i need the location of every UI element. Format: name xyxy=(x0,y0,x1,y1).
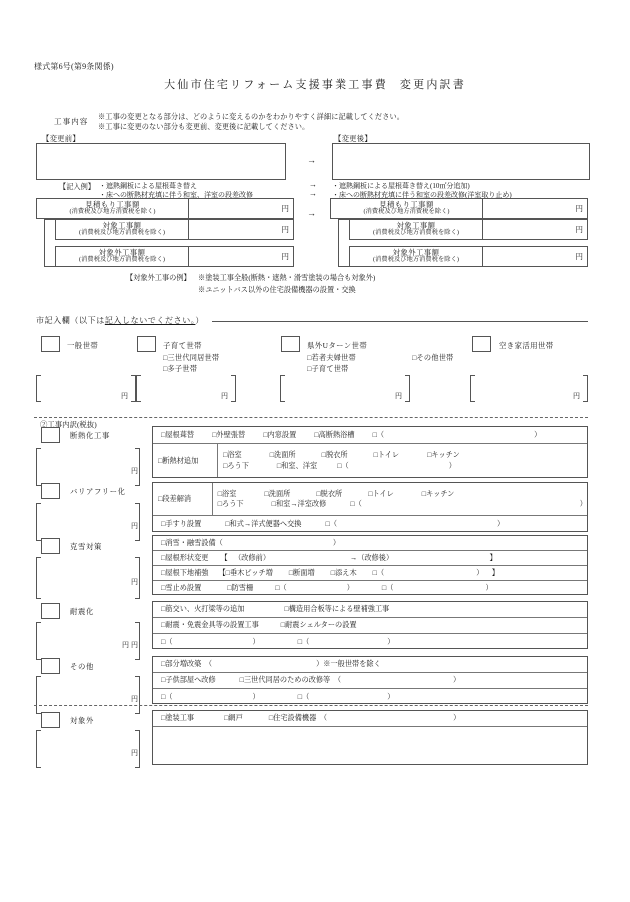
after-estimate-total-row xyxy=(330,198,588,219)
checkbox-line[interactable]: □雪止め設置 □防雪柵 □（ ） □（ ） xyxy=(161,584,493,593)
checkbox-group xyxy=(156,551,587,565)
checkbox-line[interactable]: □塗装工事 □網戸 □住宅設備機器 （ ） xyxy=(161,714,461,723)
category-checkbox-seismic[interactable] xyxy=(41,603,60,619)
after-ineligible-row xyxy=(349,246,588,267)
checkbox-group xyxy=(156,618,587,633)
checkbox-line[interactable]: □屋根形状変更 【 （改修前） →（改修後） 】 xyxy=(161,553,497,562)
category-table-snow xyxy=(152,535,588,595)
table-row xyxy=(153,427,587,444)
checkbox-line[interactable]: □耐震・免震金具等の設置工事 □耐震シェルターの設置 xyxy=(161,621,357,630)
category-label-snow: 克雪対策 xyxy=(70,542,102,551)
checkbox-group xyxy=(156,581,587,596)
example-before-line-2: ・床への断熱材充填に伴う和室、洋室の段差改修 xyxy=(99,191,253,199)
bracket-left xyxy=(470,375,475,402)
household-label-vacant-house: 空き家活用世帯 xyxy=(499,341,554,350)
table-row xyxy=(153,657,587,673)
checkbox-line[interactable]: □浴室 □洗面所 □脱衣所 □トイレ □キッチン xyxy=(217,489,455,498)
household-sub-young-couple[interactable]: □若者夫婦世帯 xyxy=(307,354,356,362)
household-amount-childrearing[interactable]: 円 xyxy=(136,375,236,402)
breakdown-title: ②工事内訳(税抜) xyxy=(40,420,97,429)
excluded-divider xyxy=(34,705,588,706)
category-amount-snow[interactable]: 円 xyxy=(36,557,140,599)
household-sub-three-generation[interactable]: □三世代同居世帯 xyxy=(163,354,220,362)
checkbox-line[interactable]: □筋交い、火打梁等の追加 □構造用合板等による壁補強工事 xyxy=(161,605,390,614)
example-label: 【記入例】 xyxy=(59,183,95,191)
before-ineligible-row xyxy=(55,246,294,267)
household-amount-general[interactable]: 円 xyxy=(36,375,136,402)
table-row xyxy=(153,689,587,705)
checkbox-group xyxy=(156,711,587,726)
category-checkbox-barrier-free[interactable] xyxy=(41,483,60,499)
category-label-excluded: 対象外 xyxy=(70,716,94,725)
bracket-left xyxy=(36,730,41,768)
category-amount-seismic[interactable]: 円 xyxy=(36,622,140,660)
bracket-left xyxy=(136,375,141,402)
work-content-label: 工事内容 xyxy=(54,117,89,126)
bracket-left xyxy=(36,622,41,660)
page-title xyxy=(0,76,630,92)
before-eligible-row xyxy=(55,219,294,240)
checkbox-group xyxy=(218,444,587,477)
category-checkbox-snow[interactable] xyxy=(41,538,60,554)
table-row xyxy=(153,581,587,596)
before-ineligible-value[interactable]: 円 xyxy=(281,252,289,261)
category-checkbox-excluded[interactable] xyxy=(41,712,60,728)
category-table-excluded xyxy=(152,710,588,765)
bracket-right xyxy=(405,375,410,402)
after-estimate-total-label: 見積もり工事額 (消費税及び地方消費税を除く) xyxy=(331,199,483,218)
category-table-barrier-free xyxy=(152,482,588,532)
category-amount-other[interactable]: 円 xyxy=(36,676,140,714)
table-row xyxy=(153,634,587,650)
before-ineligible-label: 対象外工事額 (消費税及び地方消費税を除く) xyxy=(56,247,189,266)
before-estimate-total-label: 見積もり工事額 (消費税及び地方消費税を除く) xyxy=(37,199,189,218)
table-row xyxy=(153,618,587,634)
example-after-line-1: ・遮熱鋼板による屋根葺き替え(10㎡分追加) xyxy=(332,182,470,190)
checkbox-group xyxy=(156,727,587,765)
table-row xyxy=(153,711,587,727)
category-label-barrier-free: バリアフリー化 xyxy=(70,487,126,496)
household-label-childrearing: 子育て世帯 xyxy=(163,341,202,350)
checkbox-line[interactable]: □屋根下地補強 【□垂木ピッチ増 □断面増 □添え木 □（ ） 】 xyxy=(161,568,499,577)
household-checkbox-vacant-house[interactable] xyxy=(472,336,491,352)
checkbox-group xyxy=(156,516,587,532)
title-sub: 変更内訳書 xyxy=(399,79,466,91)
excluded-freetext-area[interactable] xyxy=(153,727,587,765)
checkbox-group xyxy=(156,657,587,672)
work-content-note-2: ※工事に変更のない部分も変更前、変更後に記載してください。 xyxy=(98,123,310,131)
bracket-left xyxy=(36,375,41,402)
bracket-left xyxy=(280,375,285,402)
before-change-textarea[interactable] xyxy=(36,143,286,180)
change-arrow-icon: → xyxy=(307,155,316,165)
work-content-note-1: ※工事の変更となる部分は、どのように変えるのかをわかりやすく詳細に記載してください。 xyxy=(98,113,405,121)
table-row xyxy=(153,673,587,689)
checkbox-line[interactable]: □子供部屋へ改修 □三世代同居のための改修等 （ ） xyxy=(161,676,461,685)
checkbox-line[interactable]: □（ ） □（ ） xyxy=(161,692,395,701)
category-label-seismic: 耐震化 xyxy=(70,607,94,616)
household-checkbox-general[interactable] xyxy=(41,336,60,352)
bracket-left xyxy=(36,557,41,599)
category-table-seismic xyxy=(152,601,588,649)
checkbox-group xyxy=(213,483,587,515)
before-eligible-label: 対象工事額 (消費税及び地方消費税を除く) xyxy=(56,220,189,239)
after-eligible-row xyxy=(349,219,588,240)
before-estimate-total-row xyxy=(36,198,294,219)
category-checkbox-other[interactable] xyxy=(41,658,60,674)
household-checkbox-childrearing[interactable] xyxy=(137,336,156,352)
checkbox-group xyxy=(156,427,587,443)
city-section-label: 市記入欄（以下は記入しないでください。） xyxy=(36,316,205,325)
after-ineligible-value[interactable]: 円 xyxy=(575,252,583,261)
after-estimate-total-value[interactable]: 円 xyxy=(575,204,583,213)
table-row xyxy=(153,566,587,581)
after-ineligible-label: 対象外工事額 (消費税及び地方消費税を除く) xyxy=(350,247,483,266)
bracket-left xyxy=(36,676,41,714)
household-label-general: 一般世帯 xyxy=(67,341,99,350)
table-row xyxy=(153,483,587,516)
table-row xyxy=(153,444,587,477)
checkbox-line[interactable]: □手すり設置 □和式→洋式便器へ交換 □（ ） xyxy=(161,519,505,528)
checkbox-line[interactable]: □（ ） □（ ） xyxy=(161,637,395,646)
household-amount-uturn[interactable]: 円 xyxy=(280,375,410,402)
example-before-line-1: ・遮熱鋼板による屋根葺き替え xyxy=(99,182,197,190)
excluded-example-1: ※塗装工事全般(断熱・遮熱・滑雪塗装の場合も対象外) xyxy=(198,274,376,282)
amount-change-arrow-icon: → xyxy=(307,208,316,218)
category-table-other xyxy=(152,656,588,704)
breakdown-divider xyxy=(34,417,588,418)
checkbox-line[interactable]: □消雪・融雪設備（ ） xyxy=(161,538,341,547)
city-section-rule xyxy=(212,321,588,322)
checkbox-group xyxy=(156,536,587,550)
before-eligible-value[interactable]: 円 xyxy=(281,225,289,234)
checkbox-group xyxy=(156,673,587,688)
bracket-left xyxy=(36,448,41,486)
row-label-add-insulation[interactable]: □断熱材追加 xyxy=(156,444,218,477)
table-row xyxy=(153,536,587,551)
checkbox-line[interactable]: □ろう下 □和室、洋室 □（ ） xyxy=(223,461,456,470)
category-label-insulation: 断熱化工事 xyxy=(70,431,110,440)
category-checkbox-insulation[interactable] xyxy=(41,427,60,443)
row-label-step-removal[interactable]: □段差解消 xyxy=(156,483,213,515)
before-change-label: 【変更前】 xyxy=(42,134,80,143)
bracket-left xyxy=(36,503,41,541)
excluded-example-2: ※ユニットバス以外の住宅設備機器の設置・交換 xyxy=(198,286,356,294)
after-eligible-value[interactable]: 円 xyxy=(575,225,583,234)
table-row xyxy=(153,516,587,532)
checkbox-group xyxy=(156,566,587,580)
table-row xyxy=(153,602,587,618)
excluded-example-label: 【対象外工事の例】 xyxy=(126,274,191,282)
example-arrow-icon-2: → xyxy=(309,189,317,198)
category-amount-excluded[interactable]: 円 xyxy=(36,730,140,768)
checkbox-group xyxy=(156,634,587,650)
title-main: 大仙市住宅リフォーム支援事業工事費 xyxy=(164,79,388,91)
checkbox-line[interactable]: □浴室 □洗面所 □脱衣所 □トイレ □キッチン xyxy=(223,451,460,460)
household-sub-childrearing[interactable]: □子育て世帯 xyxy=(307,365,349,373)
household-checkbox-uturn[interactable] xyxy=(281,336,300,352)
after-eligible-label: 対象工事額 (消費税及び地方消費税を除く) xyxy=(350,220,483,239)
checkbox-line[interactable]: □ろう下 □和室→洋室改修 □（ ） xyxy=(217,500,587,508)
checkbox-group xyxy=(156,602,587,617)
seismic-extra-yen: 円 xyxy=(122,641,129,649)
example-arrow-icon-1: → xyxy=(309,180,317,189)
bracket-right xyxy=(231,375,236,402)
category-amount-insulation[interactable]: 円 xyxy=(36,448,140,486)
after-change-textarea[interactable] xyxy=(332,143,590,180)
checkbox-group xyxy=(156,689,587,705)
category-table-insulation xyxy=(152,426,588,478)
after-change-label: 【変更後】 xyxy=(334,134,372,143)
before-estimate-total-value[interactable]: 円 xyxy=(281,204,289,213)
category-label-other: その他 xyxy=(70,662,94,671)
form-number: 様式第6号(第9条関係) xyxy=(34,62,114,71)
household-label-uturn: 県外Uターン世帯 xyxy=(307,341,368,350)
table-row xyxy=(153,551,587,566)
household-sub-many-children[interactable]: □多子世帯 xyxy=(163,365,198,373)
household-amount-vacant-house[interactable]: 円 xyxy=(470,375,588,402)
bracket-right xyxy=(583,375,588,402)
household-sub-other[interactable]: □その他世帯 xyxy=(412,354,454,362)
checkbox-line[interactable]: □部分増改築 （ ）※一般世帯を除く xyxy=(161,660,381,669)
checkbox-line[interactable]: □屋根葺替 □外壁張替 □内窓設置 □高断熱浴槽 □（ ） xyxy=(161,430,542,439)
example-after-line-2: ・床への断熱材充填に伴う和室の段差改修(洋室取り止め) xyxy=(332,191,512,199)
category-amount-barrier-free[interactable]: 円 xyxy=(36,503,140,541)
